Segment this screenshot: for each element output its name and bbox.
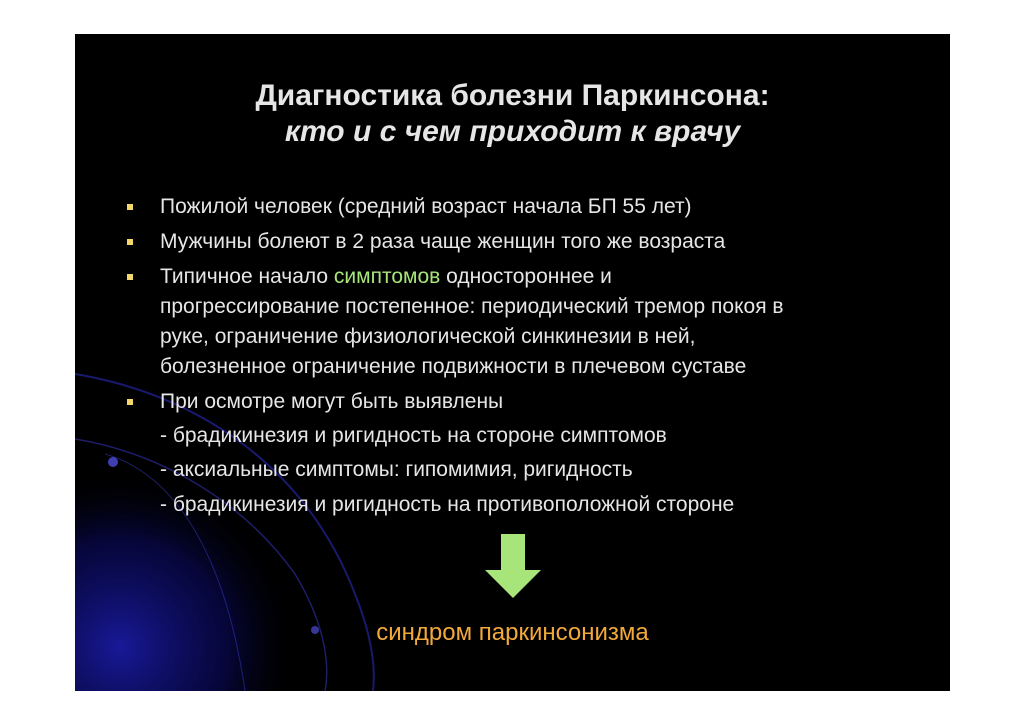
slide [75, 34, 950, 691]
title-line-1: Диагностика болезни Паркинсона: [255, 79, 770, 112]
sub-item: - аксиальные симптомы: гипомимия, ригидность [160, 458, 633, 481]
square-bullet-icon [127, 239, 133, 245]
bullet-item: Типичное начало симптомов одностороннее и прогрессирование постепенное: периодический тремор покоя в руке, ограничение физиологической синкинезии в ней, болезненное ограничение подвижности в плечевом суставе [125, 262, 905, 382]
square-bullet-icon [127, 274, 133, 280]
sub-item: - брадикинезия и ригидность на стороне симптомов [160, 424, 667, 447]
bullet-item: Мужчины болеют в 2 раза чаще женщин того же возраста [125, 227, 905, 257]
slide-title [75, 78, 950, 150]
bullet-item: Пожилой человек (средний возраст начала БП 55 лет) [125, 192, 905, 222]
bullet-list [125, 192, 905, 422]
square-bullet-icon [127, 204, 133, 210]
down-arrow-icon [483, 534, 543, 600]
sub-item: - брадикинезия и ригидность на противоположной стороне [160, 493, 735, 516]
bullet-item: При осмотре могут быть выявлены [125, 387, 905, 417]
conclusion-text: синдром паркинсонизма [376, 619, 649, 646]
highlighted-word: симптомов [333, 265, 441, 288]
square-bullet-icon [127, 399, 133, 405]
title-line-2: кто и с чем приходит к врачу [284, 115, 741, 148]
